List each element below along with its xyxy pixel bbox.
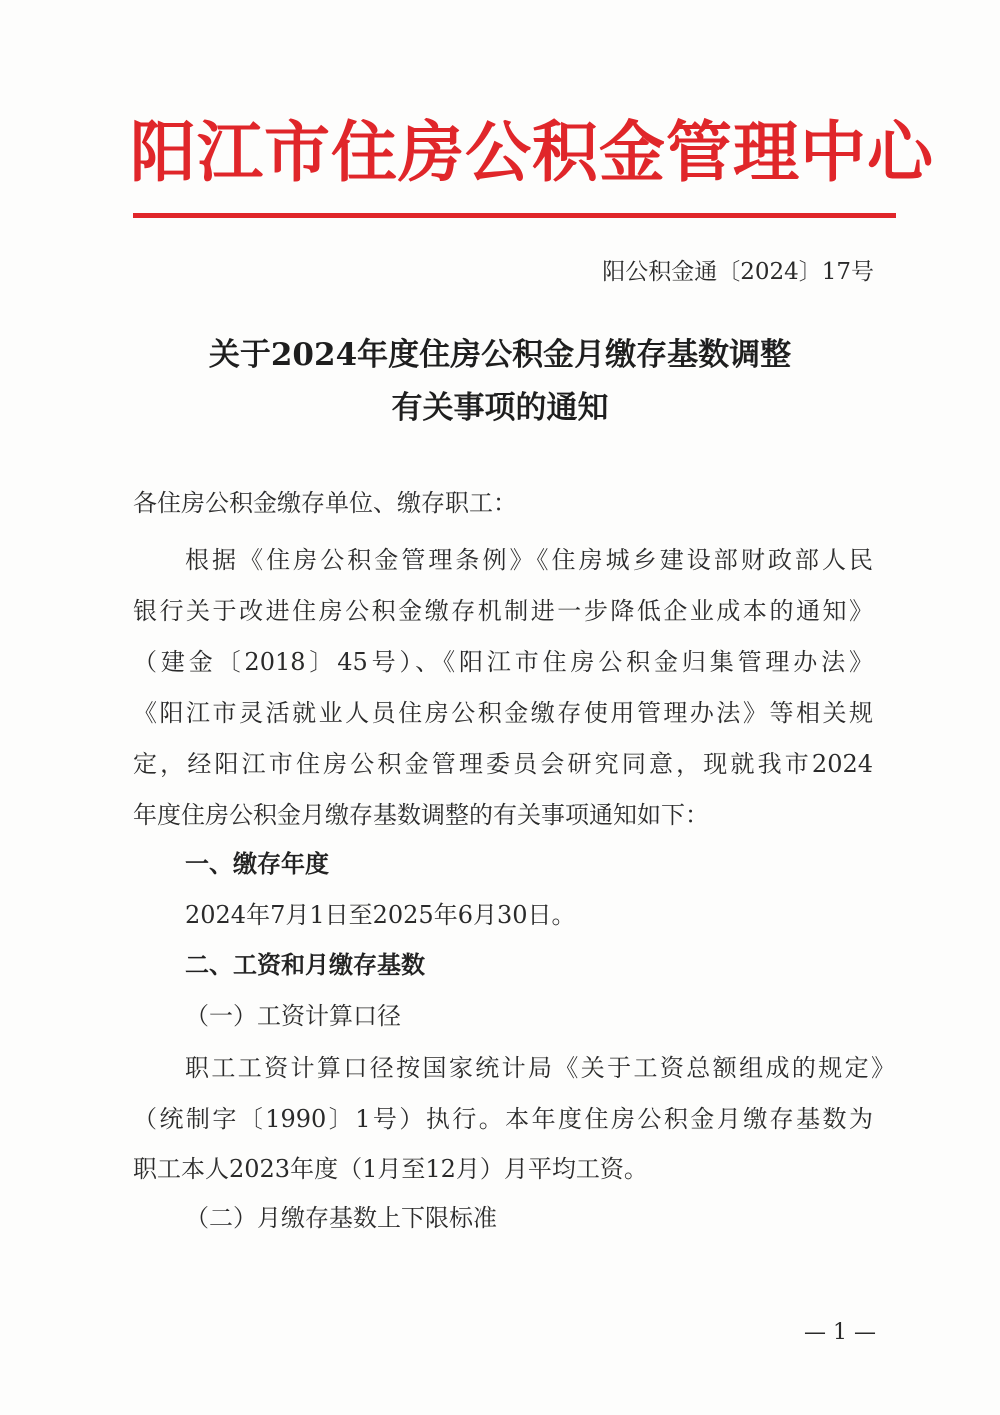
document-number: 阳公积金通〔2024〕17号 [602,259,874,285]
subsection-1-line: 职工本人2023年度（1月至12月）月平均工资。 [133,1155,648,1183]
intro-paragraph-line: （建金〔2018〕45号）、《阳江市住房公积金归集管理办法》 [133,648,873,676]
page-number: — 1 — [804,1320,876,1345]
intro-paragraph-line: 银行关于改进住房公积金缴存机制进一步降低企业成本的通知》 [133,597,873,625]
intro-paragraph-line: 定，经阳江市住房公积金管理委员会研究同意，现就我市2024 [133,750,873,778]
red-divider-line [133,213,896,218]
subsection-1-heading: （一）工资计算口径 [185,1002,401,1030]
section-2-heading: 二、工资和月缴存基数 [185,951,425,979]
subsection-1-line: 职工工资计算口径按国家统计局《关于工资总额组成的规定》 [185,1054,895,1082]
intro-paragraph-line: 根据《住房公积金管理条例》《住房城乡建设部财政部人民 [185,546,873,574]
subsection-2-heading: （二）月缴存基数上下限标准 [185,1204,497,1232]
intro-paragraph-line: 年度住房公积金月缴存基数调整的有关事项通知如下： [133,801,709,829]
subsection-1-line: （统制字〔1990〕1号）执行。本年度住房公积金月缴存基数为 [133,1105,873,1133]
notice-title-line-2: 有关事项的通知 [391,390,609,426]
notice-title-line-1: 关于2024年度住房公积金月缴存基数调整 [208,337,792,373]
org-name-header: 阳江市住房公积金管理中心 [130,113,934,191]
intro-paragraph-line: 《阳江市灵活就业人员住房公积金缴存使用管理办法》等相关规 [133,699,873,727]
section-1-text: 2024年7月1日至2025年6月30日。 [185,901,576,929]
section-1-heading: 一、缴存年度 [185,850,329,878]
salutation: 各住房公积金缴存单位、缴存职工： [133,489,517,517]
